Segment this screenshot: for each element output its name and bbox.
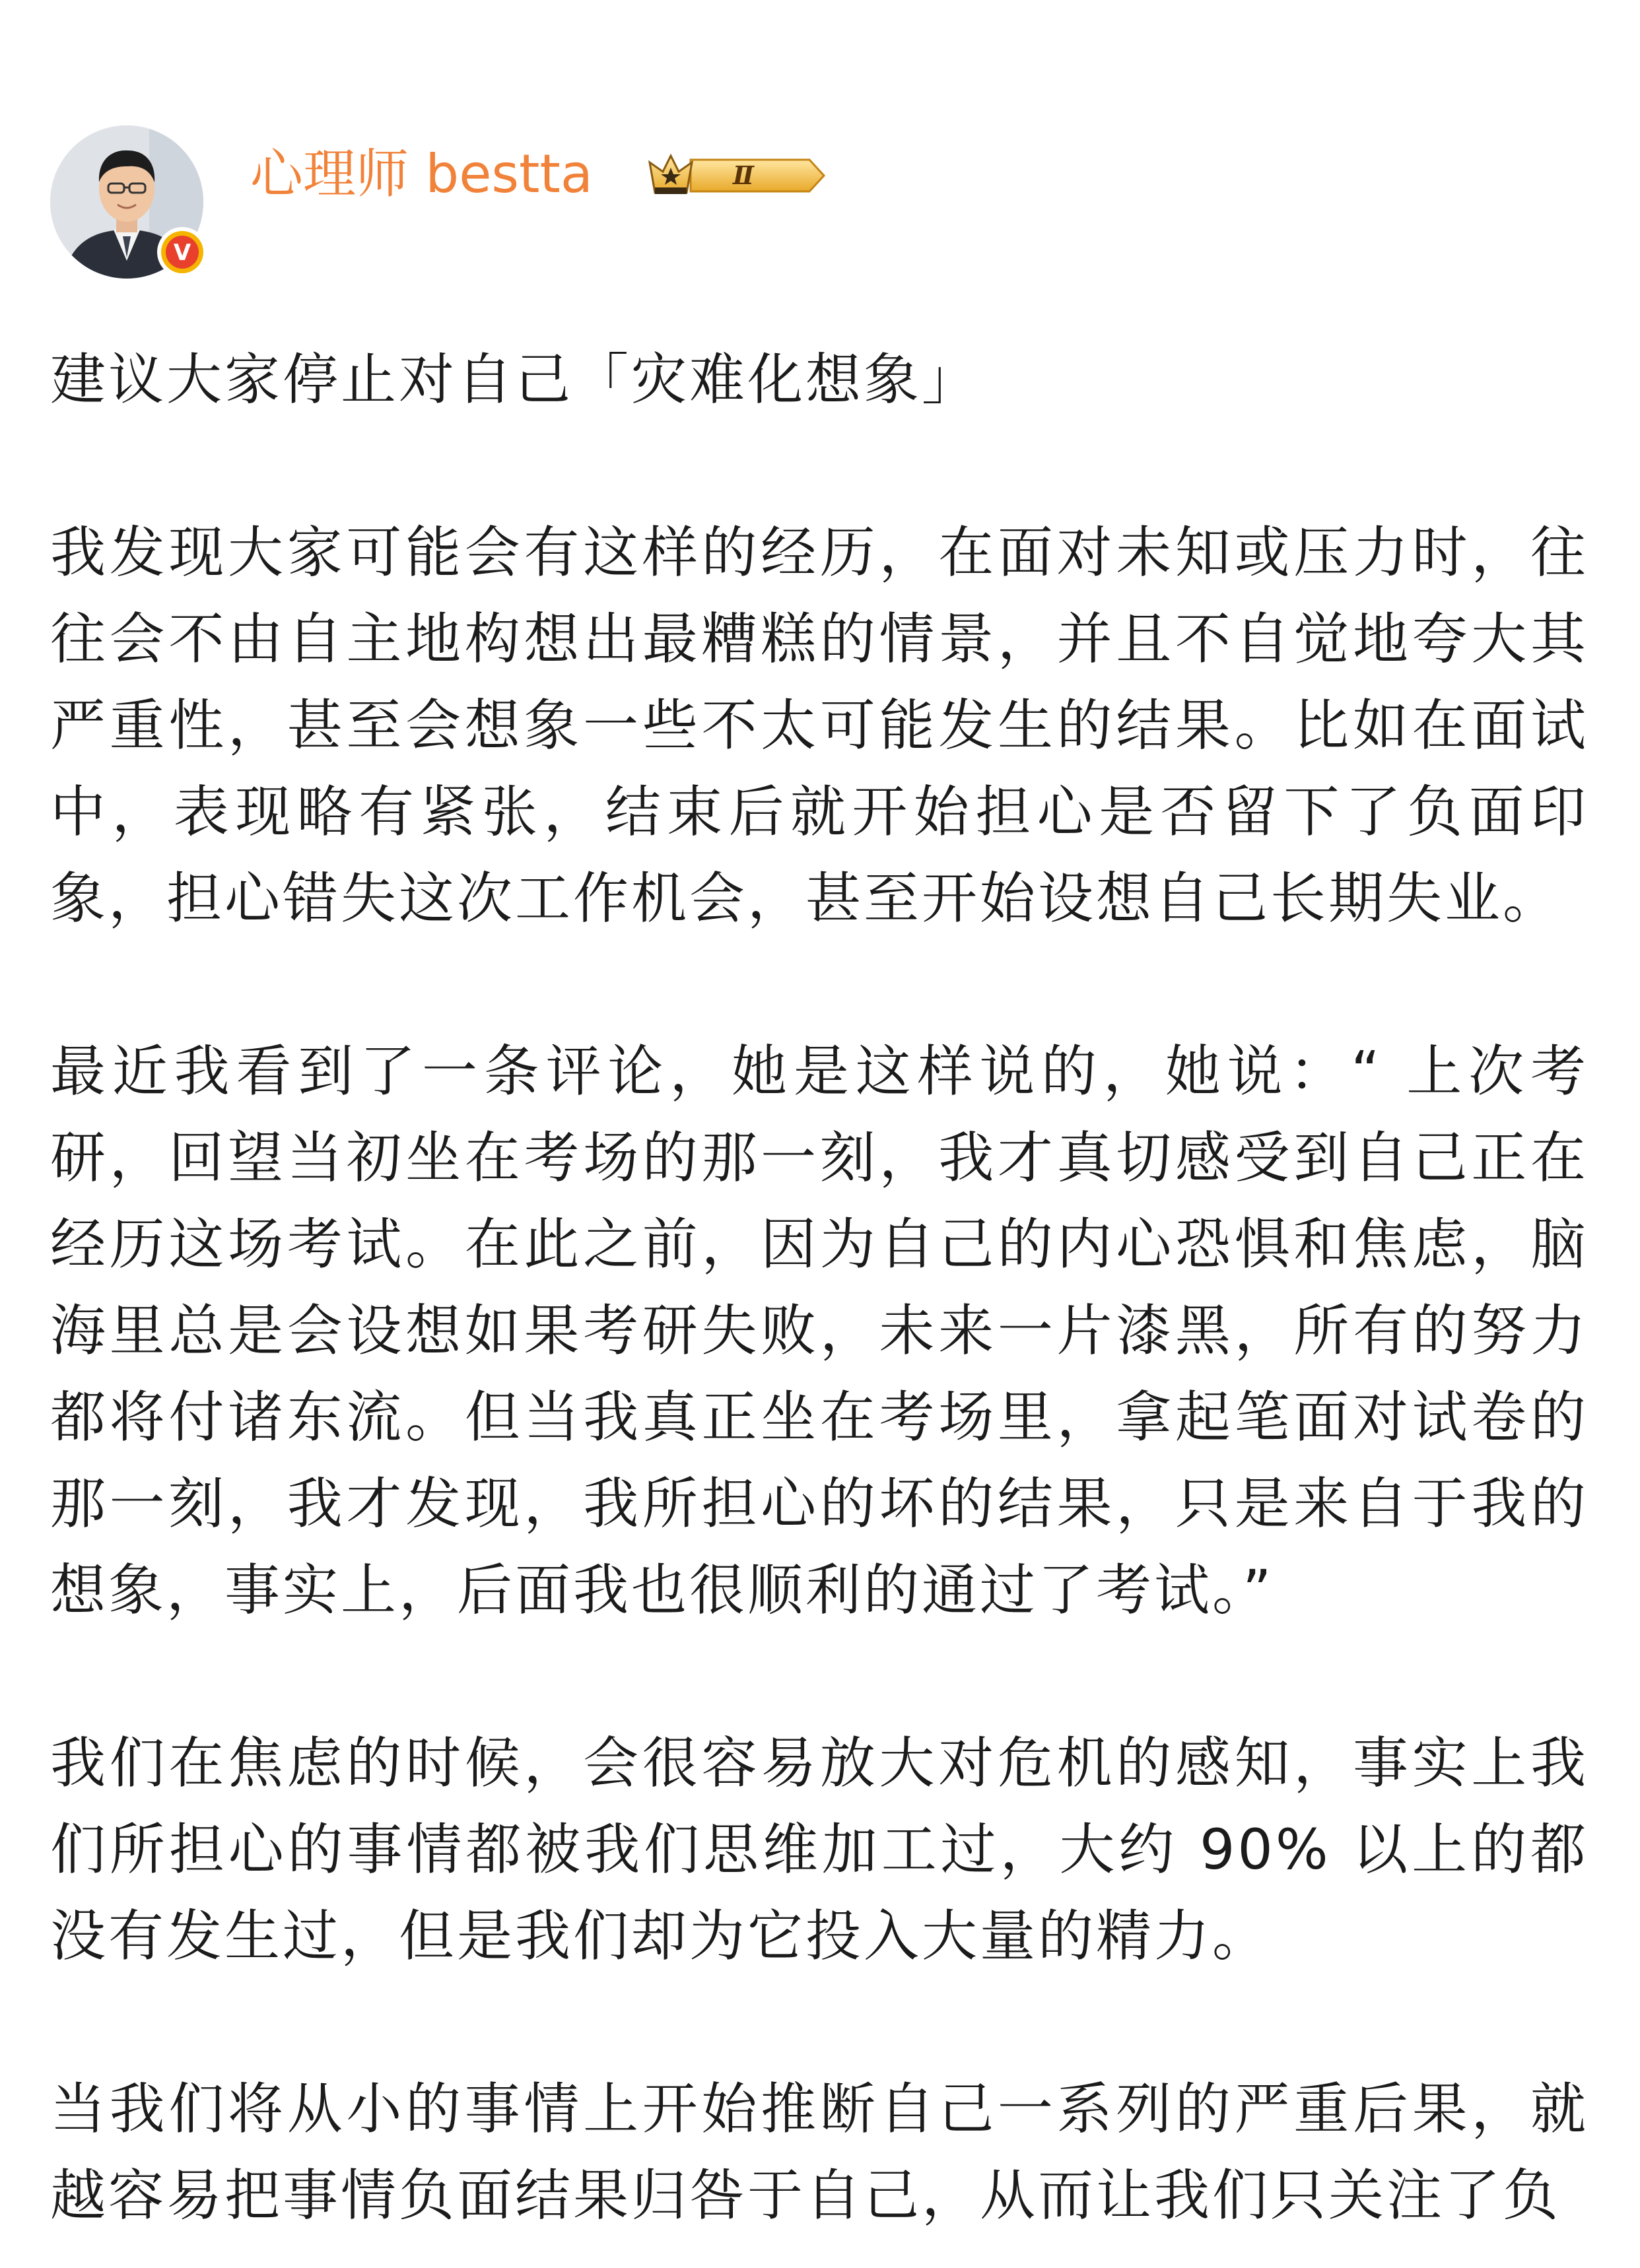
- post-header: [50, 125, 1589, 284]
- level-badge-label: Ⅱ: [732, 160, 755, 190]
- level-crown-badge-icon[interactable]: [644, 150, 829, 201]
- post-paragraph: 最近我看到了一条评论，她是这样说的，她说：“ 上次考研，回望当初坐在考场的那一刻，我才真切感受到自己正在经历这场考试。在此之前，因为自己的内心恐惧和焦虑，脑海里总是会设想如果考研失败，未来一片漆黑，所有的努力都将付诸东流。但当我真正坐在考场里，拿起笔面对试卷的那一刻，我才发现，我所担心的坏的结果，只是来自于我的想象，事实上，后面我也很顺利的通过了考试。”: [50, 1039, 1589, 1622]
- author-name[interactable]: 心理师 bestta: [250, 143, 593, 205]
- post-paragraph: 当我们将从小的事情上开始推断自己一系列的严重后果，就越容易把事情负面结果归咎于自己，从而让我们只关注了负: [50, 2077, 1589, 2228]
- post-paragraph: 我们在焦虑的时候，会很容易放大对危机的感知，事实上我们所担心的事情都被我们思维加工过，大约 90% 以上的都没有发生过，但是我们却为它投入大量的精力。: [50, 1731, 1589, 1968]
- post-title: 建议大家停止对自己「灾难化想象」: [50, 347, 980, 412]
- verified-badge-icon: [156, 226, 209, 279]
- verified-badge-label: V: [173, 240, 191, 266]
- post-paragraph: 我发现大家可能会有这样的经历，在面对未知或压力时，往往会不由自主地构想出最糟糕的情景，并且不自觉地夸大其严重性，甚至会想象一些不太可能发生的结果。比如在面试中，表现略有紧张，结束后就开始担心是否留下了负面印象，担心错失这次工作机会，甚至开始设想自己长期失业。: [50, 520, 1589, 931]
- post-content: [50, 337, 1589, 2239]
